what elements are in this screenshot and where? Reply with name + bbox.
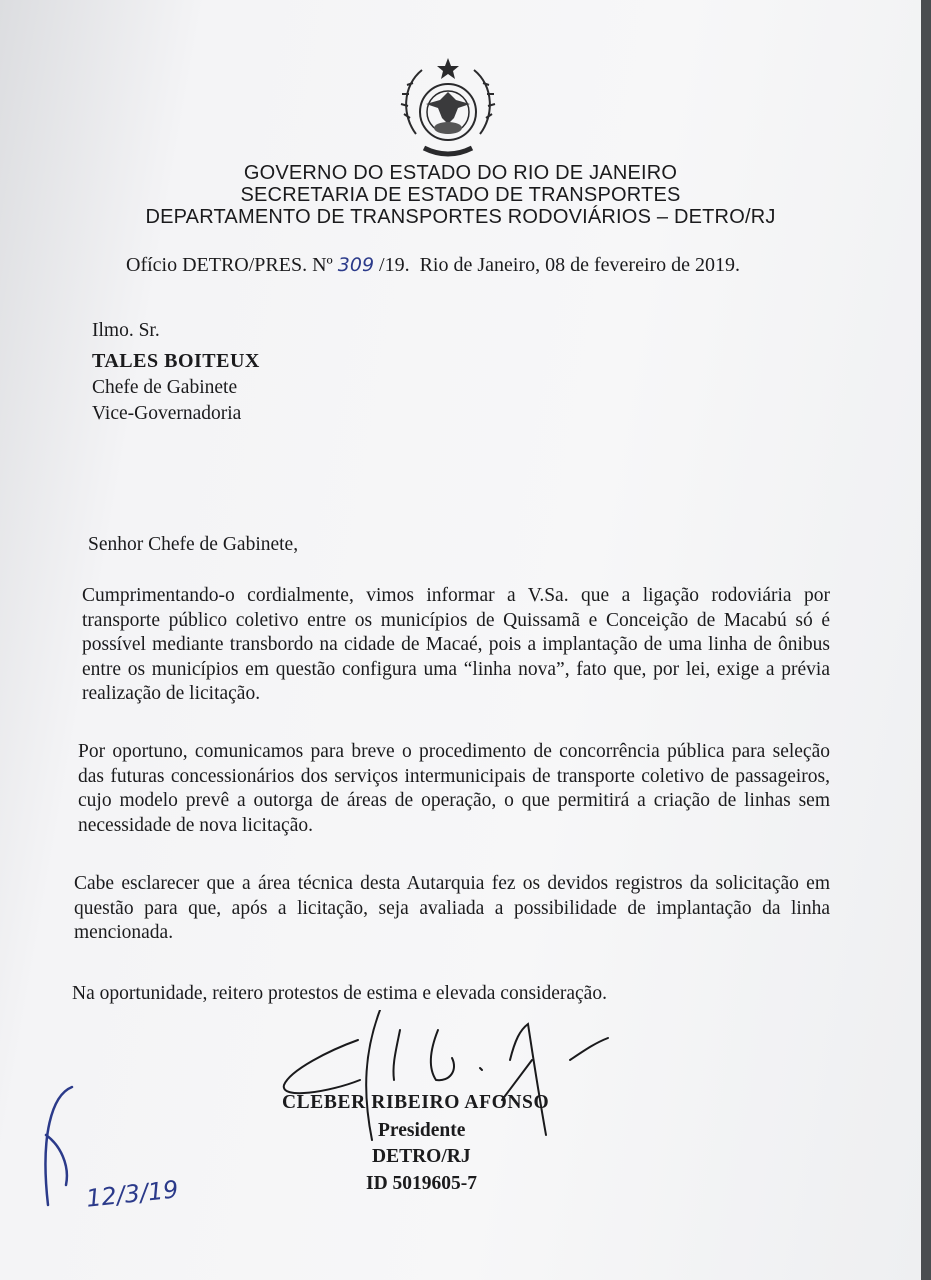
reference-line	[126, 254, 740, 277]
state-coat-of-arms-icon	[396, 56, 500, 168]
recipient-role: Chefe de Gabinete	[92, 377, 238, 398]
reference-number: 309	[337, 254, 375, 276]
letterhead-secretariat: SECRETARIA DE ESTADO DE TRANSPORTES	[240, 184, 681, 206]
greeting: Senhor Chefe de Gabinete,	[88, 534, 299, 555]
signatory-org: DETRO/RJ	[372, 1146, 471, 1167]
handwritten-date: 12/3/19	[84, 1175, 180, 1213]
handwritten-initial-icon	[0, 1075, 230, 1235]
signatory-title: Presidente	[378, 1120, 466, 1141]
closing-line: Na oportunidade, reitero protestos de estima e elevada consideração.	[72, 983, 607, 1004]
place-date: Rio de Janeiro, 08 de fevereiro de 2019.	[419, 254, 741, 276]
signatory-name: CLEBER RIBEIRO AFONSO	[282, 1092, 550, 1113]
recipient-salutation: Ilmo. Sr.	[92, 320, 160, 341]
reference-prefix: Ofício DETRO/PRES. Nº	[126, 254, 333, 276]
recipient-name: TALES BOITEUX	[92, 350, 260, 372]
paragraph-3: Cabe esclarecer que a área técnica desta Autarquia fez os devidos registros da solicitação em questão para que, após a licitação, seja avaliada a possibilidade de implantação da linha mencionada.	[74, 873, 830, 943]
paragraph-2: Por oportuno, comunicamos para breve o procedimento de concorrência pública para seleção das futuras concessionários dos serviços intermunicipais de transporte coletivo de passageiros, cujo modelo prevê a outorga de áreas de operação, o que permitirá a criação de linhas sem necessidade de nova licitação.	[78, 741, 830, 836]
letterhead-government: GOVERNO DO ESTADO DO RIO DE JANEIRO	[243, 162, 678, 184]
signatory-id: ID 5019605-7	[366, 1173, 478, 1194]
letterhead-department: DEPARTAMENTO DE TRANSPORTES RODOVIÁRIOS – DETRO/RJ	[145, 206, 776, 228]
recipient-office: Vice-Governadoria	[92, 403, 242, 424]
paragraph-1: Cumprimentando-o cordialmente, vimos informar a V.Sa. que a ligação rodoviária por transporte público coletivo entre os municípios de Quissamã e Conceição de Macabú só é possível mediante transbordo na cidade de Macaé, pois a implantação de uma linha de ônibus entre os municípios em questão configura uma “linha nova”, fato que, por lei, exige a prévia realização de licitação.	[82, 585, 830, 704]
reference-suffix: /19.	[379, 254, 410, 276]
